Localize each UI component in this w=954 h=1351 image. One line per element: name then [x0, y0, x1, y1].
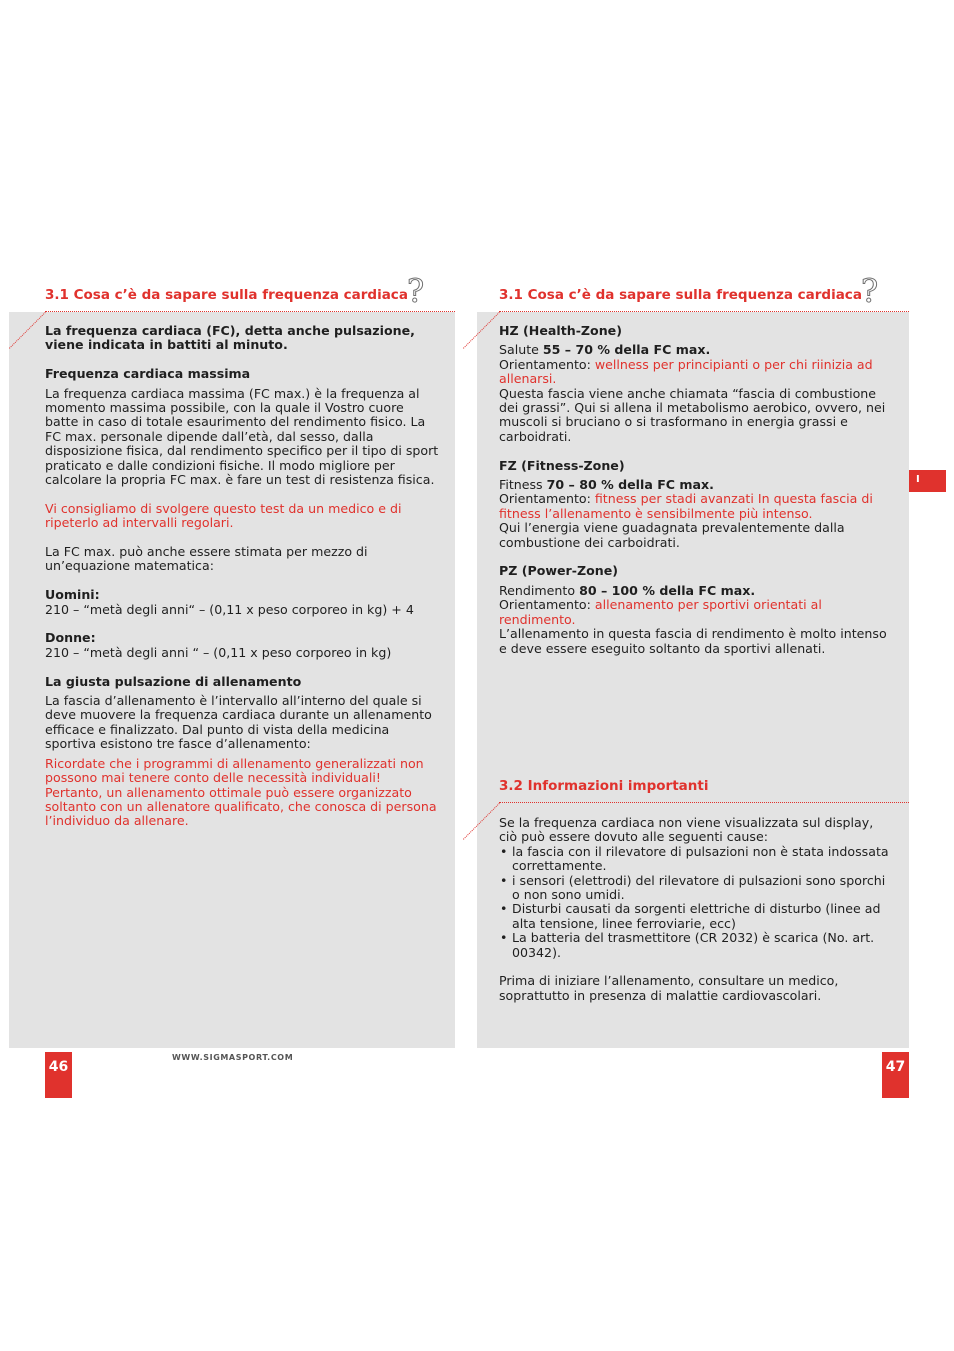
zone-text: La fascia d’allenamento è l’intervallo all’interno del quale si deve muovere la frequenza cardiaca durante un allenamento efficace e finalizzato. Dal punto di vista della medicina sportiva esistono tre fasce d’allenamento:: [45, 693, 432, 752]
info-column: [499, 816, 895, 1003]
fcmax-heading: Frequenza cardiaca massima: [45, 366, 251, 382]
pz-heading: PZ (Power-Zone): [499, 563, 619, 579]
right-column: [499, 324, 895, 656]
pz-range: 80 – 100 % della FC max.: [579, 582, 756, 598]
fz-label: Fitness: [499, 477, 547, 493]
pz-orientation-line: [499, 598, 895, 627]
hz-text: Questa fascia viene anche chiamata “fascia di combustione dei grassi”. Qui si allena il metabolismo aerobico, ovvero, nei muscoli si bruciano o si trasformano in energia grassi e carboidrati.: [499, 385, 886, 444]
fcmax-text: La frequenza cardiaca massima (FC max.) è la frequenza al momento massima possibile, con la quale il Vostro cuore batte in caso di totale esaurimento del rendimento fisico. La FC max. personale dipende dall’età, dal sesso, dalla disposizione fisica, dal rendimento specifico per il tipo di sport praticato e dalle condizioni fisiche. Il modo migliore per calcolare la propria FC max. è fare un test di resistenza fisica.: [45, 385, 439, 488]
fz-range-line: [499, 478, 895, 492]
fz-range: 70 – 80 % della FC max.: [546, 477, 714, 493]
fz-orientation-line: [499, 492, 895, 521]
pz-text: L’allenamento in questa fascia di rendimento è molto intenso e deve essere eseguito soltanto da sportivi allenati.: [499, 626, 887, 656]
fz-text: Qui l’energia viene guadagnata prevalentemente dalla combustione dei carboidrati.: [499, 520, 845, 550]
page-number-right: 47: [882, 1052, 909, 1098]
info-intro: Se la frequenza cardiaca non viene visualizzata sul display, ciò può essere dovuto alle seguenti cause:: [499, 815, 874, 845]
section2-divider: [499, 802, 909, 803]
hz-range: 55 – 70 % della FC max.: [542, 342, 711, 358]
estimate-text: La FC max. può anche essere stimata per mezzo di un’equazione matematica:: [45, 544, 368, 574]
footer-url: WWW.SIGMASPORT.COM: [172, 1053, 294, 1062]
closing-text: Prima di iniziare l’allenamento, consultare un medico, soprattutto in presenza di malattie cardiovascolari.: [499, 973, 839, 1003]
left-header-divider: [45, 311, 455, 312]
zone-heading: La giusta pulsazione di allenamento: [45, 673, 302, 689]
women-formula: 210 – “metà degli anni “ – (0,11 x peso corporeo in kg): [45, 644, 392, 660]
women-label: Donne:: [45, 630, 96, 646]
intro-text: La frequenza cardiaca (FC), detta anche pulsazione, viene indicata in battiti al minuto.: [45, 323, 415, 353]
list-item: • i sensori (elettrodi) del rilevatore di pulsazioni sono sporchi o non sono umidi.: [499, 874, 895, 903]
warning-text: Ricordate che i programmi di allenamento generalizzati non possono mai tenere conto delle necessità individuali! Pertanto, un allenamento ottimale può essere organizzato soltanto con un allenatore qualificato, che conosca di persona l’individuo da allenare.: [45, 755, 437, 829]
causes-list: [499, 845, 895, 960]
list-item: • Disturbi causati da sorgenti elettriche di disturbo (linee ad alta tensione, linee ferroviarie, ecc): [499, 902, 895, 931]
hz-heading: HZ (Health-Zone): [499, 323, 622, 338]
fz-orientation: fitness per stadi avanzati In questa fascia di fitness l’allenamento è sensibilmente più intenso.: [499, 491, 873, 521]
hz-orientation-label: Orientamento:: [499, 356, 595, 372]
hz-orientation-line: [499, 358, 895, 387]
advice-text: Vi consigliamo di svolgere questo test da un medico e di ripeterlo ad intervalli regolari.: [45, 500, 402, 531]
question-mark-icon: ?: [407, 272, 425, 310]
left-section-title: 3.1 Cosa c’è da sapare sulla frequenza cardiaca: [45, 287, 408, 303]
right-section-title: 3.1 Cosa c’è da sapare sulla frequenza cardiaca: [499, 287, 862, 303]
hz-range-line: [499, 343, 895, 357]
pz-orientation: allenamento per sportivi orientati al rendimento.: [499, 597, 822, 627]
hz-orientation: wellness per principianti o per chi riinizia ad allenarsi.: [499, 356, 873, 387]
pz-orientation-label: Orientamento:: [499, 597, 595, 613]
fz-heading: FZ (Fitness-Zone): [499, 457, 625, 473]
question-mark-icon: ?: [861, 272, 879, 310]
left-column: [45, 324, 441, 829]
list-item: • la fascia con il rilevatore di pulsazioni non è stata indossata correttamente.: [499, 845, 895, 874]
right-header-divider: [499, 311, 909, 312]
hz-label: Salute: [499, 342, 543, 358]
pz-range-line: [499, 584, 895, 598]
pz-label: Rendimento: [499, 582, 580, 598]
men-formula: 210 – “metà degli anni“ – (0,11 x peso corporeo in kg) + 4: [45, 601, 414, 617]
page-number-left: 46: [45, 1052, 72, 1098]
language-tab: I: [909, 470, 946, 492]
fz-orientation-label: Orientamento:: [499, 491, 595, 507]
right-section2-title: 3.2 Informazioni importanti: [499, 778, 709, 794]
men-label: Uomini:: [45, 587, 100, 603]
list-item: • La batteria del trasmettitore (CR 2032) è scarica (No. art. 00342).: [499, 931, 895, 960]
